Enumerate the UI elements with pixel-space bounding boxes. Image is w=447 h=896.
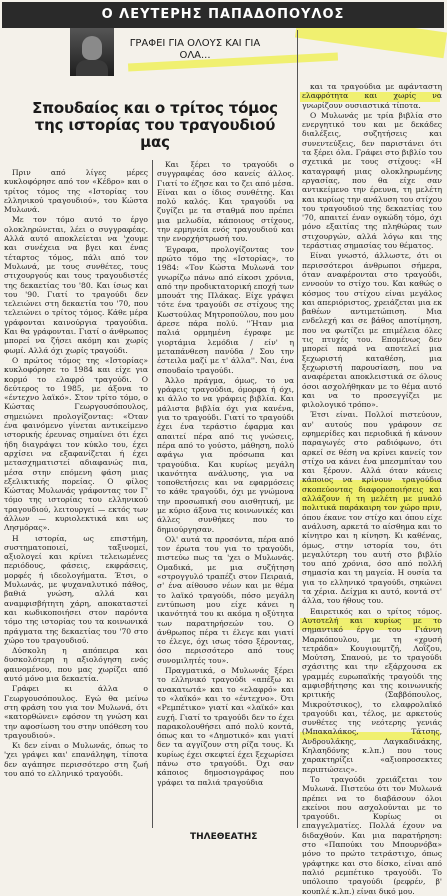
article-paragraph: Ο Μυλωνάς με τρία βιβλία στο ενεργητικό του και με δεκάδες διαλέξεις, συζητήσεις και συνεντεύξεις, δεν παριστάνει ότι τα ξέρει όλα. Γράφει στο βιβλίο του σχετικά με τους στίχους: «Η καταγραφή μιας ολοκληρωμένης εργασίας, που θα είχε σαν αντικείμενο την έρευνα, τη μελέτη και κυρίως την ανάλυση του στίχου του τραγουδιού της δεκαετίας του '70, απαιτεί έναν ογκώδη τόμο, όχι μόνο εξαιτίας της πληθώρας των στιχουργών, αλλά λόγω και της τεράστιας σημασίας του θέματος.: [302, 110, 442, 251]
article-paragraph: Άλλο πράγμα, όμως, το να γράφεις τραγούδια, όμορφα ή όχι, κι άλλο το να γράφεις βιβλία. Και μάλιστα βιβλία όχι για κανένα, για το τραγούδι. Γιατί το τραγούδι έχει ένα τεράστιο έφαρμα και απαιτεί πέρα από τις γνώσεις, πέρα από το γούστο, μάθηση, πολύ αφάγω για πρόσωπα και τραγούδια. Και κυρίως μεγάλη ικανότητα ανάλυσης, για να τοποθετήσεις και να εφαρμόσεις το κάθε τραγούδι, όχι με γνώμονα την προσωπική σου αισθητική, με με κύριο άξονα τις κοινωνικές και άλλες συνθήκες που το δημιούργησαν.: [157, 375, 294, 534]
article-paragraph: Και ξέρει το τραγούδι ο συγγραφέας όσο κανείς άλλος. Γιατί το έζησε και το ζει από μέσα. Είναι και ο ίδιος συνθέτης. Και πολύ καλός. Και τραγούδι να ζυγίζει με τα σταθμά που πρέπει μια μελωδία, κάποιους στίχους, την ερμηνεία ενός τραγουδιού και την ενορχήστρωσή του.: [157, 160, 294, 244]
article-column-2: [157, 160, 294, 828]
article-paragraph: Κι δεν είναι ο Μυλωνάς, όπως το 'χει γράψει και' επανάληψη, τίποτα δεν αγάπησε περισσότερο στη ζωή του από το ελληνικό τραγούδι.: [4, 741, 148, 778]
article-paragraph: Ο πρώτος τόμος της «Ιστορίας» κυκλοφόρησε το 1984 και είχε για κορμό το ελαφρό τραγούδι. Ο δεύτερος το 1985, με άξονα το «έντεχνο λαϊκό». Στον τρίτο τόμο, ο Κώστας Γεωργουσόπουλος, σημειώνει προλογίζοντας: «Όταν ένα φαινόμενο γίνεται αντικείμενο ιστορικής έρευνας σημαίνει ότι έχει ήδη διαγράψει τον κύκλο του, έχει αρχίσει να εξαφανίζεται ή έχει μετασχηματιστεί αδιαφανώς πια, μέσα στην επόμενη φάση μιας εξελικτικής πορείας. Ο φίλος Κώστας Μυλωνάς γράφοντας τον Γ' τόμο της ιστορίας του ελληνικού τραγουδιού, λειτουργεί — εκτός των άλλων — κυριολεκτικά και ως Λησμόρας».: [4, 355, 148, 533]
article-paragraph: Πραγματικά, ο Μυλωνάς ξέρει το ελληνικό τραγούδι «απέξω κι ανακατωτά» και το «ελαφρό» και το «λαϊκό» και το «έντεχνο». Ότι «Ρεμπέτικο» γιατί και «λαϊκό» και ευχή. Γιατί το τραγούδι δεν το έχει παρακολουθήσει από πολύ κοντά, όπως και το «Δημοτικό» και γιατί δεν τα αγγίζουν στη ρίζα τους. Κι κυρίως έχει σκεφτεί έχει ξεχωρίσει πάνω στο τραγούδι. Όχι σαν κάποιος δημοσιογράφος που γράφει τα παλιά τραγούδια: [157, 666, 294, 787]
column-divider: [152, 160, 153, 828]
article-column-3: [302, 82, 442, 896]
article-paragraph: Το τραγούδι χρειάζεται τον Μυλωνά. Πιστεύω ότι τον Μυλωνά πρέπει να το διαβάσουν όλοι εκείνοι που ασχολούνται με το τραγούδι. Κυρίως οι επαγγελματίες. Πολλά έχουν να διδαχθούν. Και μια παρατήρηση: στο «Παπούκι του Μπουρνόβα» μόνο το πρώτο τετράστιχο, όπως γράφτηκε και στο δίσκο, είναι από παλιό ρεμπέτικο τραγούδι. Το υπόλοιπο τραγούδι (ρεφρέν, β' κουπλέ κ.λπ.) είναι δικό μου.: [302, 774, 442, 896]
article-paragraph: Γράφει κι άλλα ο Γεωργουσόπουλος. Εγώ θα μείνω στη φράση του για τον Μυλωνά, ότι «κατορθώνει» εφόσον τη γνώση και την αφοσίωση του στην υπόθεση του τραγουδιού».: [4, 684, 148, 740]
article-paragraph: Ολ' αυτά τα προσόντα, πέρα από τον έρωτα του για το τραγούδι, πιστεύω πως τα 'χει ο Μυλωνάς. Ομαδικά, με μια συζήτηση «στρογγυλό τραπέζι στον Πειραιά, σ' ένα αίθουσο νέων και με θέμα το λαϊκό τραγούδι, πόσο μεγάλη εντύπωση μου είχε κάνει η ικανότητά του κι ακόμα η οξύτητα των παρατηρήσεών του. Ο άνθρωπος πέρα τι έλεγε και γιατί το έλεγε, όχι ισως τόσο ξέροντας, όσο περισσότερο από τους συνομιλητές του».: [157, 534, 294, 665]
article-paragraph: Με τον τόμο αυτό το έργο ολοκληρώνεται, λέει ο συγγραφέας. Αλλά αυτό αποκλείεται να 'χουμε και συνέχεια να βγει και ένας τέταρτος τόμος, πάλι από τον Μυλωνά, με τους συνθέτες, τους στιχουργούς και τους τραγουδιστές της δεκαετίας του '80. Και ίσως και του '90. Γιατί το τραγούδι δεν τελειώνει στη δεκαετία του '70, που τελειώνει ο τρίτος τόμος. Κάθε μέρα γράφονται καινούργια τραγούδια. Και θα γράφονται. Γιατί ο άνθρωπος μπορεί να ζήσει ακόμη και χωρίς φωμί. Αλλά όχι χωρίς τραγούδι.: [4, 215, 148, 355]
article-paragraph: και τα τραγούδια με αφάνταστη ελαφρότητα και χωρίς να γνωρίζουν ουσιαστικά τίποτα.: [302, 82, 442, 110]
column-kicker: ΓΡΑΦΕΙ ΓΙΑ ΟΛΟΥΣ ΚΑΙ ΓΙΑ ΟΛΑ...: [129, 38, 261, 61]
article-paragraph: Δύσκολη η απόπειρα και δυσκολότερη η αξιολόγηση ενός φαινομένου, που μας χωρίζει από αυτό μόνο μια δεκαετία.: [4, 646, 148, 684]
column-divider: [297, 30, 298, 828]
article-title: Σπουδαίος και ο τρίτος τόμος της ιστορίας του τραγουδιού μας: [32, 99, 278, 151]
article-paragraph: Έγραφα, προλογίζοντας τον πρώτο τόμο της «Ιστορίας», το 1984: «Τον Κώστα Μυλωνά τον γνωρίζω πάνω από είκοσι χρόνια, από την προδικτατορική εποχή των μπουάτ της Πλάκας. Είχε γράψει τότε ένα τραγούδι σε στίχους της Κωστούλας Μητροπούλου, που μου άρεσε πάρα πολύ. ''Ήταν μια παλιά ορμημένη έγραφε με γιορτάμια λεμόδια / είν' η μεταπάνθεση πανύδα / Σου την έστειλα μαζί με τ' άλλα''. Ναι, ένα σπουδαίο τραγούδι.: [157, 244, 294, 375]
article-column-1: [4, 168, 148, 828]
article-paragraph: Πριν από λίγες μέρες κυκλοφόρησε από τον «Κέδρο» και ο τρίτος τόμος της «Ιστορίας του ελληνικού τραγουδιού», του Κώστα Μυλωνά.: [4, 168, 148, 215]
article-paragraph: Η ιστορία, ως επιστήμη, συστηματοποιεί, ταξινομεί, αξιολογεί και κρίνει τελειωμένες περιόδους, φάσεις, εκφράσεις, μορφές ή ιδεολογήματα. Έτσι, ο Μυλωνάς, με ψυχαναλυτικό πάθος, βαθιά γνώση, αλλά και αναμφισβήτητη χάρη, αποκαταστεί και κωδικοποιήσει στον παρόντα τόμο της ιστορίας του τα κοινωνικά πράγματα της δεκαετίας του '70 στο χώρο του τραγουδιού.: [4, 533, 148, 645]
author-header: Ο ΛΕΥΤΕΡΗΣ ΠΑΠΑΔΟΠΟΥΛΟΣ: [2, 2, 444, 28]
article-paragraph: Είναι γνωστό, άλλωστε, ότι οι περισσότεροι άνθρωποι σήμερα, όταν αναφέρονται στο τραγούδι, εννοούν το στίχο του. Και καθώς ο κόσμος του στίχου είναι μεγάλος και απεριόριστος, χρειάζεται μια εκ βαθέων αντιμετώπιση. Μια ενδελεχή και σε βάθος αποτίμηση, που να φωτίζει με επιμέλεια όλες τις πτυχές του. Επομένως δεν μπορεί παρά να αποτελεί μια ξεχωριστή καταθέση, μια ξεχωριστή παρουσίαση, που να αναφέρεται αποκλειστικά σε όλους όσοι ασχολήθηκαν με το θέμα αυτό και να το προσεγγίζει με φιλολογικό τρόπο».: [302, 251, 442, 410]
publication-name: ΤΗΛΕΘΕΑΤΗΣ: [190, 832, 258, 842]
article-paragraph: Εαιρετικός και ο τρίτος τόμος. Αυτοτελή και κυρίως με το σημαντικό έργο του Γιάννη Μαρκόπουλου, με τη «χρυσή τετράδα» Κουγιουμτζή, Λοΐζου, Μούτση, Σπανού, με το τραγούδι σχάσιτης και την εξάρχουσα εκ γραμμές ευρωπαϊκής τραγούδι της αμφισβήτησης και της κοινωνικής κριτικής (Σαββόπουλος, Μικρούτσικος), το ελαφρολαϊκό τραγούδι και, τέλος, με αρκετούς συνθέτες της νεότερης γενιάς (Μπακαλάκος, Τάτσης, Ανδρουλάκης, Λαγκαδινάκης, Κηλαηδόνης κ.λπ.) που τους χαρακτηρίζει «αξιοπροσεκτες περιπτώσεις».: [302, 606, 442, 774]
author-photo: [70, 28, 114, 76]
article-paragraph: Έτσι είναι. Πολλοί πιστεύουν, αν' αυτούς που γράφουν σε εφημερίδες και περιοδικά ή κάνουν παραγωγές στο ραδιόφωνο, ότι αρκεί σε θέση να κρίνει κανείς τον στίχο να κάνει ένα μπεσμπίταν του και ξέρουν. Αλλά όταν κάνεις κάποιος να κρίνουν τραγούδια σκοπεύοντας διαφοροποιήσεις και αλλάζουν ή τη μελέτη με μυαλό πολιτικά παράκαιρη τον χώρο πριν, όπου έκανε τον στίχο και όπου είχε ανάλυση, αρκετά το αίσθημα και το κίνητρο και η κίνηση. Κι καθένας, όμως, στην ιστορία του, ότι μεγαλύτερη του αυτή στο βιβλίο του από χρόνια, όσο από πολλή σημασία και τη μαγεία. Η ουσία τα για το ελληνικό τραγούδι, σηκώνει τα χέρια. Δείχμα κι αυτό, κοντά στ' άλλα, του ήθους του.: [302, 410, 442, 606]
